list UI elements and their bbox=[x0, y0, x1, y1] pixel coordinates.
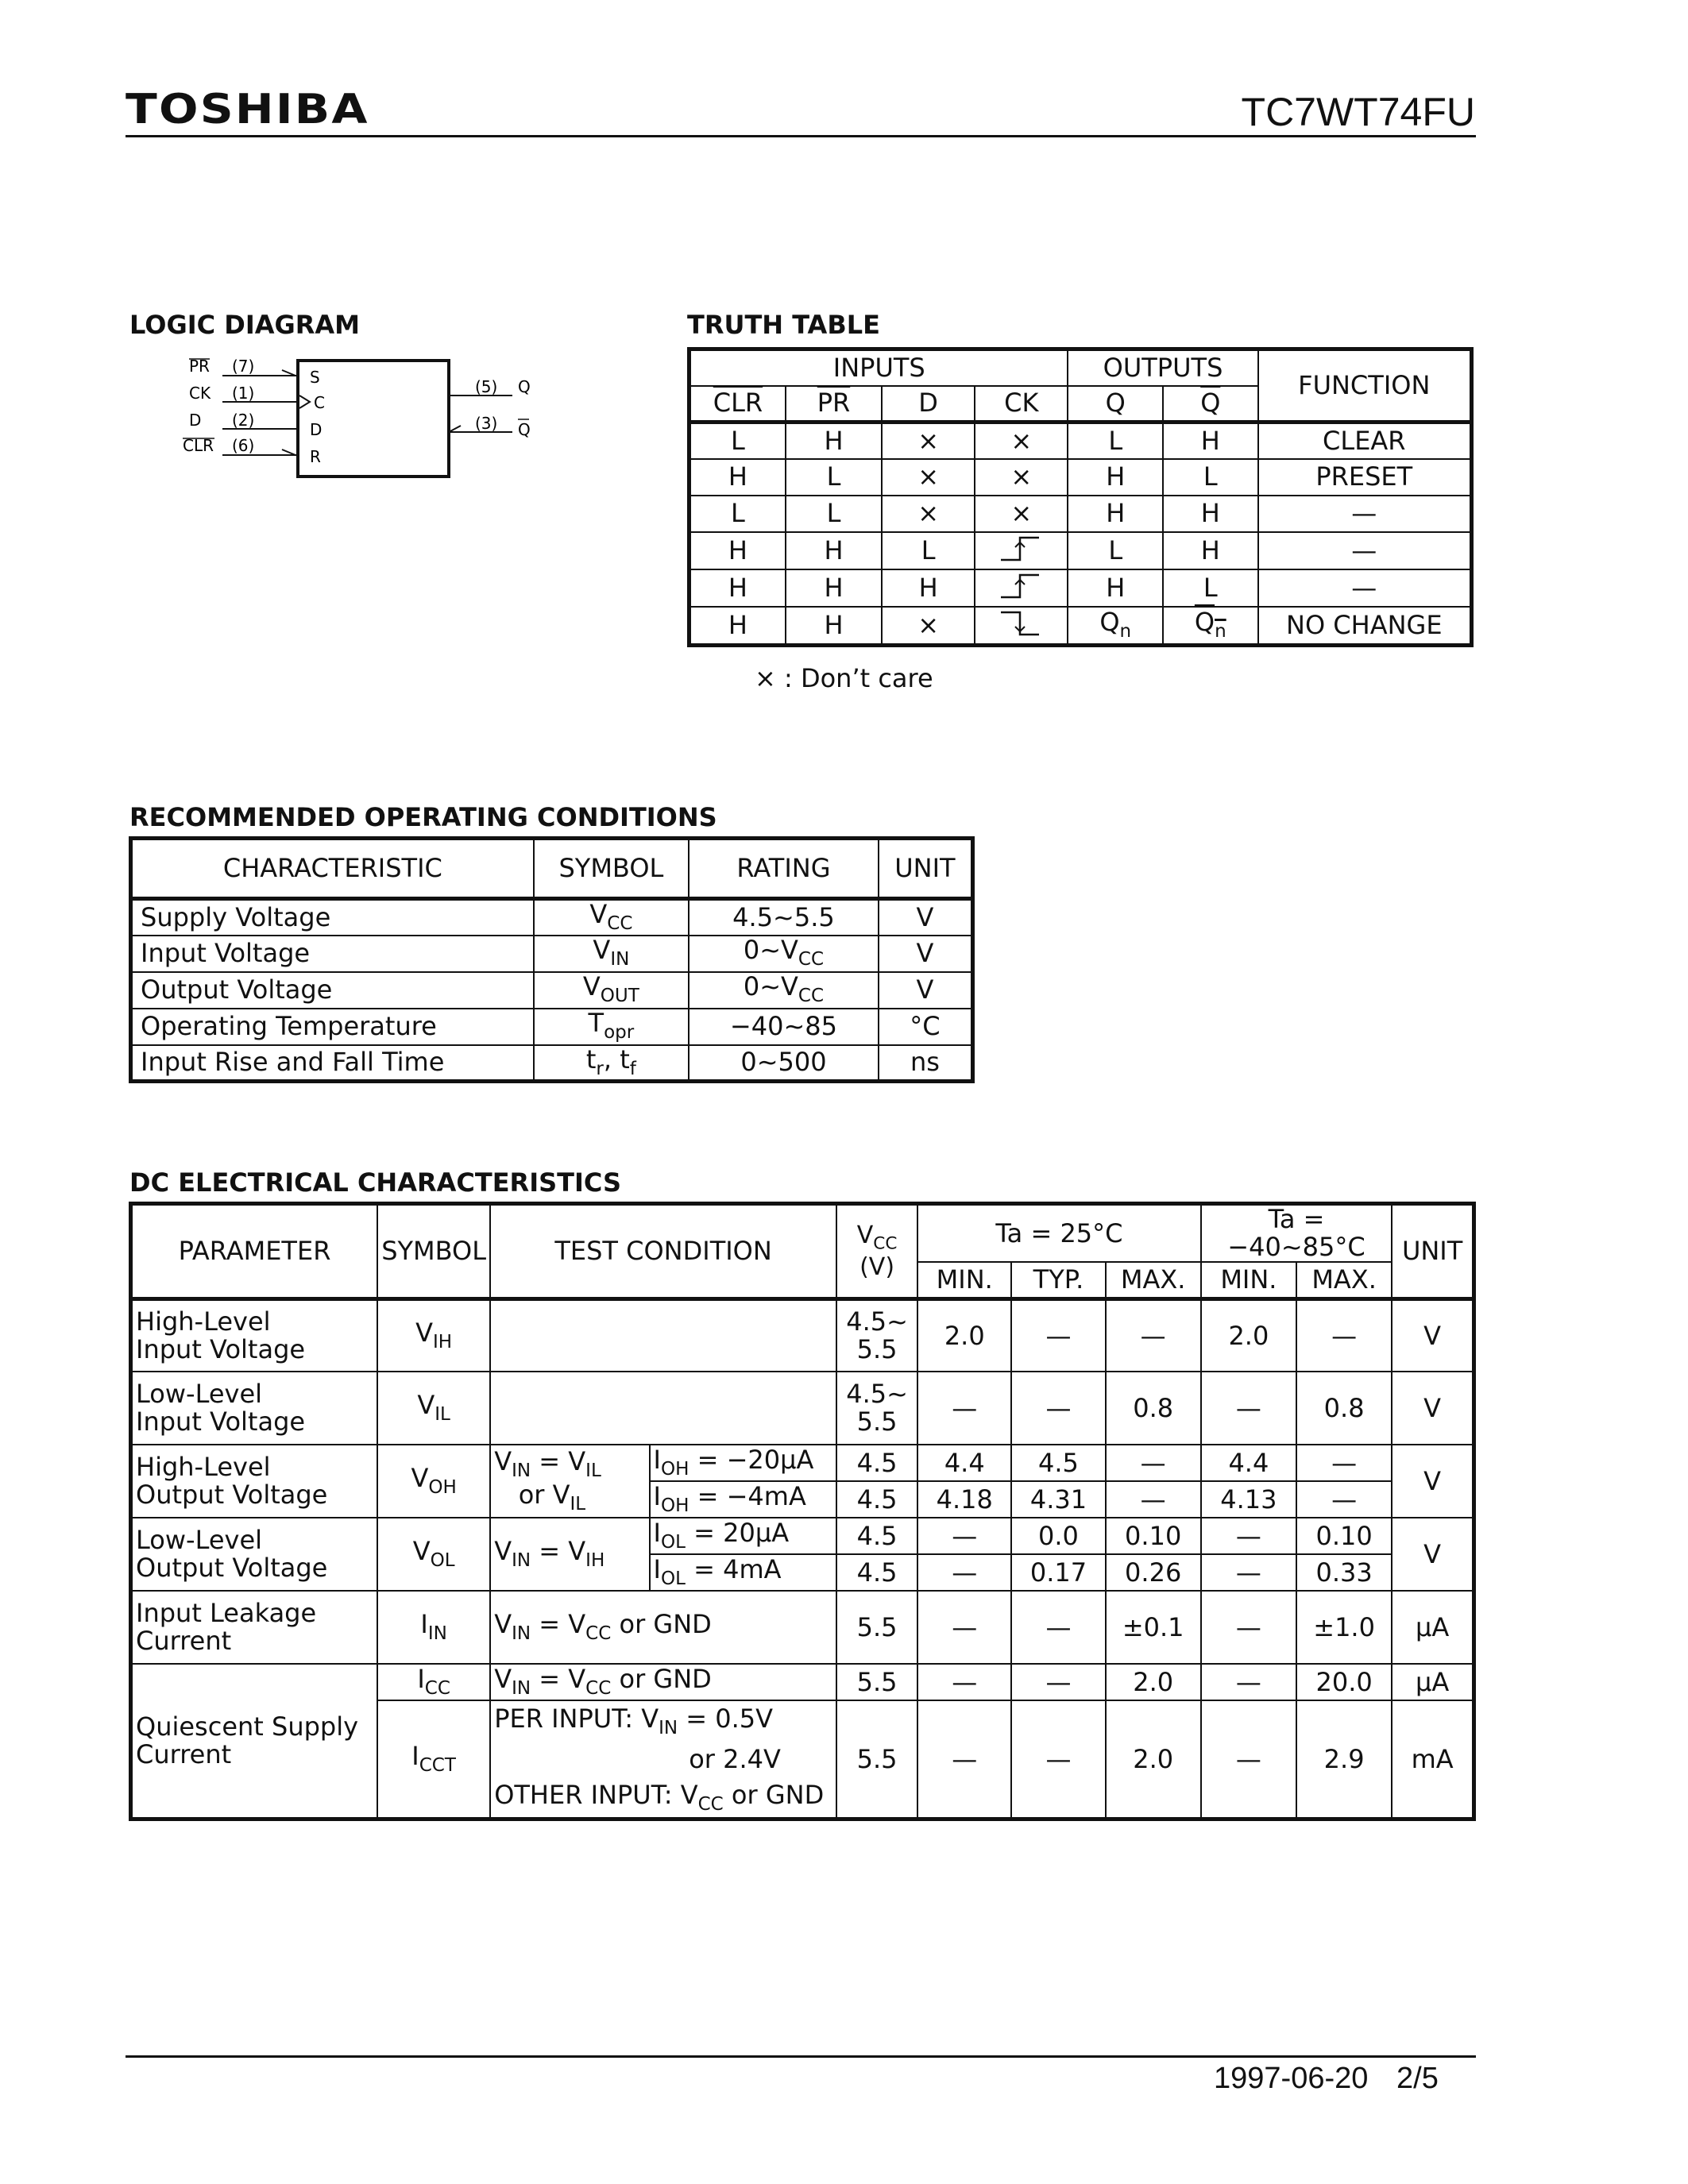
dc-icct-typ: — bbox=[1011, 1700, 1105, 1819]
dc-title: DC ELECTRICAL CHARACTERISTICS bbox=[129, 1167, 621, 1198]
roc-rating bbox=[689, 1009, 879, 1045]
port-d: D bbox=[310, 420, 323, 439]
dc-vih-param-1: High-Level bbox=[136, 1306, 271, 1337]
roc-rating-value: 0~V bbox=[743, 971, 798, 1002]
tt-row-function: PRESET bbox=[1258, 459, 1472, 496]
part-number: TC7WT74FU bbox=[1241, 90, 1475, 134]
dc-icc-typ: — bbox=[1011, 1664, 1105, 1700]
roc-h-rating: RATING bbox=[689, 839, 879, 899]
dc-voh-cond-b: or V bbox=[518, 1480, 570, 1511]
tt-row-d: × bbox=[882, 423, 975, 459]
dc-h-vcc-sub: CC bbox=[873, 1233, 898, 1254]
dc-voh-unit: V bbox=[1392, 1445, 1474, 1518]
dc-icc-unit: μA bbox=[1392, 1664, 1474, 1700]
tt-col-q: Q bbox=[1068, 386, 1163, 423]
dc-icc-sym: I bbox=[417, 1664, 425, 1695]
roc-h-characteristic: CHARACTERISTIC bbox=[131, 839, 534, 899]
port-s: S bbox=[310, 368, 320, 387]
tt-row-qbar bbox=[1163, 607, 1258, 646]
tt-row-pr: H bbox=[786, 569, 882, 607]
dc-vih-min: 2.0 bbox=[917, 1298, 1011, 1372]
dc-vih-max2: — bbox=[1296, 1298, 1392, 1372]
dc-vol-r2-typ: 0.17 bbox=[1011, 1554, 1105, 1591]
dc-iin-sub: IN bbox=[427, 1623, 447, 1645]
dc-vol-param bbox=[131, 1518, 378, 1591]
dc-vil-param bbox=[131, 1372, 378, 1445]
tt-col-pr: $\overline{PR}$ bbox=[786, 386, 882, 423]
tt-row-d: × bbox=[882, 496, 975, 532]
tt-row-clr: L bbox=[689, 423, 786, 459]
roc-characteristic: Input Voltage bbox=[131, 936, 534, 972]
tt-row-pr: L bbox=[786, 496, 882, 532]
dc-vih-min2: 2.0 bbox=[1201, 1298, 1296, 1372]
dc-vih-vcc bbox=[836, 1298, 917, 1372]
roc-sym: V bbox=[582, 971, 601, 1002]
dc-vih-unit: V bbox=[1392, 1298, 1474, 1372]
dc-vol-r2-max: 0.26 bbox=[1106, 1554, 1201, 1591]
dc-icc-sub: CC bbox=[424, 1678, 450, 1700]
dc-voh-r2-ic-i: I bbox=[653, 1481, 661, 1512]
dc-vil-cond bbox=[490, 1372, 836, 1445]
roc-sym: T bbox=[588, 1008, 605, 1039]
tt-row-q: L bbox=[1068, 423, 1163, 459]
dc-iin-cond-sub: IN bbox=[512, 1623, 531, 1645]
tt-row-clr: H bbox=[689, 607, 786, 646]
dc-vol-r1-typ: 0.0 bbox=[1011, 1518, 1105, 1554]
dc-voh-r2-typ: 4.31 bbox=[1011, 1481, 1105, 1518]
dc-vol-param-1: Low-Level bbox=[136, 1525, 263, 1556]
dc-voh-r2-ic bbox=[650, 1481, 836, 1518]
logic-diagram bbox=[175, 349, 556, 484]
dc-voh-param-1: High-Level bbox=[136, 1452, 271, 1483]
dc-icct-l3: OTHER INPUT: V bbox=[494, 1779, 698, 1810]
dc-voh-r1-typ: 4.5 bbox=[1011, 1445, 1105, 1481]
dc-icct-sub: CCT bbox=[419, 1754, 456, 1776]
dc-vol-r1-max2: 0.10 bbox=[1296, 1518, 1392, 1554]
dc-icct-l1-sub: IN bbox=[659, 1718, 678, 1739]
dc-h-tarange: Ta = −40~85°C bbox=[1201, 1204, 1392, 1263]
dc-icct-l1: PER INPUT: V bbox=[494, 1704, 659, 1734]
tt-row-ck: × bbox=[975, 423, 1068, 459]
dc-icc-max: 2.0 bbox=[1106, 1664, 1201, 1700]
roc-characteristic: Input Rise and Fall Time bbox=[131, 1045, 534, 1082]
dc-icct-symbol bbox=[377, 1700, 490, 1819]
dc-vol-r1-ic bbox=[650, 1518, 836, 1554]
dc-voh-r1-ic-i: I bbox=[653, 1445, 661, 1476]
dc-icc-cond3: or GND bbox=[611, 1664, 712, 1695]
dc-voh-r2-max2: — bbox=[1296, 1481, 1392, 1518]
tt-col-qbar: $\overline{Q}$ bbox=[1163, 386, 1258, 423]
roc-unit: ns bbox=[879, 1045, 973, 1082]
input-label-clr: CLR bbox=[183, 436, 214, 455]
input-label-ck: CK bbox=[189, 384, 211, 403]
port-c: C bbox=[314, 393, 325, 412]
tt-row-pr: H bbox=[786, 532, 882, 569]
dc-vol-sub: OL bbox=[430, 1550, 455, 1572]
dc-vol-symbol bbox=[377, 1518, 490, 1591]
dc-vih-sym: V bbox=[415, 1317, 433, 1348]
tt-row-qbar: H bbox=[1163, 532, 1258, 569]
dc-icc-min: — bbox=[917, 1664, 1011, 1700]
dc-voh-r1-ic-sub: OH bbox=[660, 1459, 689, 1480]
tt-group-inputs: INPUTS bbox=[689, 349, 1068, 386]
dc-icc-cond2: = V bbox=[531, 1664, 586, 1695]
dc-voh-symbol bbox=[377, 1445, 490, 1518]
dc-voh-r1-min: 4.4 bbox=[917, 1445, 1011, 1481]
dc-vil-param-1: Low-Level bbox=[136, 1379, 263, 1410]
footer-page: 2/5 bbox=[1396, 2062, 1439, 2095]
falling-edge-icon bbox=[998, 608, 1045, 638]
tt-col-d: D bbox=[882, 386, 975, 423]
dc-icct-min2: — bbox=[1201, 1700, 1296, 1819]
truth-table-title: TRUTH TABLE bbox=[687, 310, 880, 340]
roc-h-unit: UNIT bbox=[879, 839, 973, 899]
roc-characteristic: Output Voltage bbox=[131, 972, 534, 1009]
dc-h-max: MAX. bbox=[1106, 1262, 1201, 1298]
dc-vih-symbol bbox=[377, 1298, 490, 1372]
dc-vil-vcc1: 4.5~ bbox=[846, 1379, 908, 1410]
tt-row-pr: H bbox=[786, 607, 882, 646]
dc-icc-param bbox=[131, 1664, 378, 1819]
dc-icct-l1b: = 0.5V bbox=[678, 1704, 774, 1734]
roc-rating-sub: CC bbox=[798, 949, 825, 970]
roc-sym-sub: OUT bbox=[600, 986, 639, 1007]
dc-icc-min2: — bbox=[1201, 1664, 1296, 1700]
input-pin-clr: (6) bbox=[232, 436, 255, 455]
dc-iin-cond-v: V bbox=[494, 1609, 512, 1640]
dc-vol-r1-ic-val: = 20μA bbox=[685, 1518, 790, 1549]
dc-icc-param-1: Quiescent Supply bbox=[136, 1711, 359, 1742]
output-pin-qbar: (3) bbox=[475, 414, 498, 433]
output-pin-q: (5) bbox=[475, 377, 498, 396]
roc-rating bbox=[689, 972, 879, 1009]
tt-row-q: H bbox=[1068, 459, 1163, 496]
dc-vol-r2-ic bbox=[650, 1554, 836, 1591]
dc-voh-cond-a: V bbox=[494, 1445, 512, 1476]
dc-vol-r2-min2: — bbox=[1201, 1554, 1296, 1591]
truth-table bbox=[687, 347, 1474, 647]
dc-voh-cond-a-sub: IN bbox=[512, 1461, 531, 1482]
roc-sym: V bbox=[593, 935, 611, 966]
tt-row-ck: × bbox=[975, 459, 1068, 496]
roc-sym2-sub: f bbox=[629, 1058, 636, 1079]
dc-voh-cond-a2: = V bbox=[531, 1445, 586, 1476]
dc-vol-cond2: = V bbox=[531, 1536, 586, 1567]
dc-h-unit: UNIT bbox=[1392, 1204, 1474, 1299]
dc-h-parameter: PARAMETER bbox=[131, 1204, 378, 1299]
roc-rating-value: 4.5~5.5 bbox=[732, 901, 835, 932]
dc-vol-r1-min: — bbox=[917, 1518, 1011, 1554]
dc-vol-r2-min: — bbox=[917, 1554, 1011, 1591]
roc-rating-value: 0~500 bbox=[740, 1047, 827, 1078]
roc-unit: °C bbox=[879, 1009, 973, 1045]
dc-iin-min: — bbox=[917, 1591, 1011, 1664]
dc-vih-typ: — bbox=[1011, 1298, 1105, 1372]
dc-iin-vcc: 5.5 bbox=[836, 1591, 917, 1664]
roc-unit: V bbox=[879, 936, 973, 972]
input-label-pr: PR bbox=[189, 357, 210, 376]
dc-voh-r2-ic-sub: OH bbox=[660, 1495, 689, 1517]
dc-iin-unit: μA bbox=[1392, 1591, 1474, 1664]
roc-h-symbol: SYMBOL bbox=[534, 839, 689, 899]
dc-voh-r1-max2: — bbox=[1296, 1445, 1392, 1481]
dc-voh-r2-max: — bbox=[1106, 1481, 1201, 1518]
tt-row-clr: H bbox=[689, 569, 786, 607]
tt-row-clr: H bbox=[689, 459, 786, 496]
roc-symbol bbox=[534, 899, 689, 936]
tt-col-ck: CK bbox=[975, 386, 1068, 423]
roc-sym-sub: IN bbox=[610, 949, 630, 970]
dc-icct-max2: 2.9 bbox=[1296, 1700, 1392, 1819]
dc-vil-sym: V bbox=[417, 1390, 435, 1421]
dc-vil-symbol bbox=[377, 1372, 490, 1445]
truth-table-note: × : Don’t care bbox=[755, 663, 933, 693]
dc-vol-param-2: Output Voltage bbox=[136, 1553, 328, 1584]
tt-col-clr: $\overline{CLR}$ bbox=[689, 386, 786, 423]
dc-voh-sub: OH bbox=[428, 1477, 457, 1499]
dc-iin-cond2: = V bbox=[531, 1609, 586, 1640]
dc-iin-cond3: or GND bbox=[611, 1609, 712, 1640]
roc-unit: V bbox=[879, 899, 973, 936]
dc-voh-r2-vcc: 4.5 bbox=[836, 1481, 917, 1518]
dc-icct-vcc: 5.5 bbox=[836, 1700, 917, 1819]
dc-h-vcc-unit: (V) bbox=[859, 1252, 895, 1281]
dc-voh-sym: V bbox=[411, 1463, 429, 1494]
dc-vil-typ: — bbox=[1011, 1372, 1105, 1445]
tt-row-d: × bbox=[882, 459, 975, 496]
dc-h-vcc bbox=[836, 1204, 917, 1299]
tt-row-function: — bbox=[1258, 496, 1472, 532]
roc-sym-sub: opr bbox=[604, 1022, 635, 1044]
dc-vil-vcc2: 5.5 bbox=[856, 1406, 898, 1437]
tt-row-d: × bbox=[882, 607, 975, 646]
tt-function-header: FUNCTION bbox=[1258, 349, 1472, 423]
dc-icct-l2: or 2.4V bbox=[689, 1743, 781, 1774]
dc-voh-r1-ic-val: = −20μA bbox=[689, 1445, 814, 1476]
tt-row-ck bbox=[975, 607, 1068, 646]
dc-vil-max: 0.8 bbox=[1106, 1372, 1201, 1445]
dc-icc-symbol bbox=[377, 1664, 490, 1700]
tt-row-clr: L bbox=[689, 496, 786, 532]
logic-diagram-title: LOGIC DIAGRAM bbox=[129, 310, 360, 340]
tt-row-function: NO CHANGE bbox=[1258, 607, 1472, 646]
dc-h-max2: MAX. bbox=[1296, 1262, 1392, 1298]
toshiba-logo: TOSHIBA bbox=[126, 86, 369, 133]
roc-sym-sub: CC bbox=[607, 913, 633, 935]
roc-unit: V bbox=[879, 972, 973, 1009]
header-rule bbox=[126, 135, 1476, 137]
rising-edge-icon bbox=[998, 570, 1045, 600]
roc-table bbox=[129, 836, 975, 1083]
dc-icct-unit: mA bbox=[1392, 1700, 1474, 1819]
roc-characteristic: Supply Voltage bbox=[131, 899, 534, 936]
dc-vol-r2-ic-i: I bbox=[653, 1554, 661, 1585]
dc-vol-r2-ic-val: = 4mA bbox=[685, 1554, 782, 1585]
dc-iin-param bbox=[131, 1591, 378, 1664]
dc-iin-symbol bbox=[377, 1591, 490, 1664]
dc-iin-cond2-sub: CC bbox=[585, 1623, 612, 1645]
input-label-d: D bbox=[189, 411, 202, 430]
dc-icc-param-2: Current bbox=[136, 1739, 232, 1770]
dc-iin-param-2: Current bbox=[136, 1626, 232, 1657]
tt-row-function: — bbox=[1258, 569, 1472, 607]
dc-vih-sub: IH bbox=[433, 1331, 453, 1352]
dc-iin-cond bbox=[490, 1591, 836, 1664]
roc-sym2: , t bbox=[603, 1044, 630, 1075]
tt-row-d: L bbox=[882, 532, 975, 569]
dc-vol-r1-ic-i: I bbox=[653, 1518, 661, 1549]
roc-rating-value: −40~85 bbox=[729, 1010, 837, 1041]
dc-voh-r1-ic bbox=[650, 1445, 836, 1481]
dc-voh-cond-b-sub: IL bbox=[570, 1494, 586, 1515]
dc-icc-cond-sub: IN bbox=[512, 1678, 531, 1700]
dc-vol-cond-v: V bbox=[494, 1536, 512, 1567]
dc-vol-r2-vcc: 4.5 bbox=[836, 1554, 917, 1591]
dc-icct-sym: I bbox=[411, 1740, 419, 1771]
port-r: R bbox=[310, 447, 321, 466]
dc-icct-l3b: or GND bbox=[723, 1779, 825, 1810]
tt-row-ck bbox=[975, 569, 1068, 607]
dc-vol-cond-sub: IN bbox=[512, 1550, 531, 1572]
roc-rating bbox=[689, 899, 879, 936]
output-label-q: Q bbox=[518, 377, 531, 396]
roc-sym: V bbox=[589, 899, 608, 930]
tt-row-q: L bbox=[1068, 532, 1163, 569]
dc-h-min2: MIN. bbox=[1201, 1262, 1296, 1298]
dc-voh-r1-vcc: 4.5 bbox=[836, 1445, 917, 1481]
dc-iin-max: ±0.1 bbox=[1106, 1591, 1201, 1664]
tt-qn-value: $Q_n$ bbox=[1099, 607, 1132, 642]
dc-vol-sym: V bbox=[412, 1536, 431, 1567]
dc-iin-min2: — bbox=[1201, 1591, 1296, 1664]
dc-vih-param-2: Input Voltage bbox=[136, 1334, 306, 1365]
dc-vil-unit: V bbox=[1392, 1372, 1474, 1445]
roc-symbol bbox=[534, 936, 689, 972]
dc-voh-r1-max: — bbox=[1106, 1445, 1201, 1481]
input-pin-d: (2) bbox=[232, 411, 255, 430]
dc-voh-cond-a2-sub: IL bbox=[585, 1461, 601, 1482]
dc-vol-r1-vcc: 4.5 bbox=[836, 1518, 917, 1554]
tt-row-function: CLEAR bbox=[1258, 423, 1472, 459]
dc-voh-r2-min2: 4.13 bbox=[1201, 1481, 1296, 1518]
dc-icc-cond bbox=[490, 1664, 836, 1700]
roc-rating-sub: CC bbox=[798, 986, 825, 1007]
dc-vol-r1-max: 0.10 bbox=[1106, 1518, 1201, 1554]
dc-icc-cond2-sub: CC bbox=[585, 1678, 612, 1700]
dc-voh-r2-ic-val: = −4mA bbox=[689, 1481, 806, 1512]
dc-icct-max: 2.0 bbox=[1106, 1700, 1201, 1819]
dc-icct-cond bbox=[490, 1700, 836, 1819]
roc-symbol bbox=[534, 1009, 689, 1045]
tt-row-q bbox=[1068, 607, 1163, 646]
footer-date: 1997-06-20 bbox=[1214, 2062, 1369, 2095]
tt-row-pr: L bbox=[786, 459, 882, 496]
roc-sym-sub: r bbox=[596, 1058, 604, 1079]
tt-row-qbar: H bbox=[1163, 496, 1258, 532]
dc-vil-param-2: Input Voltage bbox=[136, 1406, 306, 1437]
dc-vol-unit: V bbox=[1392, 1518, 1474, 1591]
roc-rating bbox=[689, 936, 879, 972]
roc-title: RECOMMENDED OPERATING CONDITIONS bbox=[129, 802, 717, 832]
tt-group-outputs: OUTPUTS bbox=[1068, 349, 1257, 386]
dc-iin-typ: — bbox=[1011, 1591, 1105, 1664]
dc-vil-max2: 0.8 bbox=[1296, 1372, 1392, 1445]
tt-row-pr: H bbox=[786, 423, 882, 459]
rising-edge-icon bbox=[998, 533, 1045, 563]
tt-row-qbar: L bbox=[1163, 459, 1258, 496]
dc-voh-r1-min2: 4.4 bbox=[1201, 1445, 1296, 1481]
dc-h-ta25: Ta = 25°C bbox=[917, 1204, 1201, 1263]
dc-voh-cond bbox=[490, 1445, 649, 1518]
dc-h-symbol: SYMBOL bbox=[377, 1204, 490, 1299]
input-pin-pr: (7) bbox=[232, 357, 255, 376]
output-label-qbar: Q bbox=[518, 420, 531, 439]
dc-icc-max2: 20.0 bbox=[1296, 1664, 1392, 1700]
dc-vil-vcc bbox=[836, 1372, 917, 1445]
dc-iin-sym: I bbox=[420, 1609, 428, 1640]
dc-vil-sub: IL bbox=[435, 1404, 450, 1426]
dc-vih-cond bbox=[490, 1298, 836, 1372]
dc-vol-r1-min2: — bbox=[1201, 1518, 1296, 1554]
tt-qn-value: $Q_n$ bbox=[1194, 607, 1226, 642]
dc-h-test-condition: TEST CONDITION bbox=[490, 1204, 836, 1299]
dc-vol-r2-ic-sub: OL bbox=[660, 1569, 686, 1590]
dc-vol-r1-ic-sub: OL bbox=[660, 1532, 686, 1553]
dc-vol-cond2-sub: IH bbox=[585, 1550, 605, 1572]
dc-h-typ: TYP. bbox=[1011, 1262, 1105, 1298]
tt-row-ck: × bbox=[975, 496, 1068, 532]
dc-table bbox=[129, 1202, 1476, 1821]
roc-rating-value: 0~V bbox=[743, 935, 798, 966]
roc-symbol bbox=[534, 972, 689, 1009]
dc-iin-param-1: Input Leakage bbox=[136, 1598, 317, 1629]
dc-icct-min: — bbox=[917, 1700, 1011, 1819]
tt-row-ck bbox=[975, 532, 1068, 569]
input-pin-ck: (1) bbox=[232, 384, 255, 403]
tt-row-clr: H bbox=[689, 532, 786, 569]
dc-vol-r2-max2: 0.33 bbox=[1296, 1554, 1392, 1591]
dc-vih-param bbox=[131, 1298, 378, 1372]
dc-iin-max2: ±1.0 bbox=[1296, 1591, 1392, 1664]
dc-vil-min: — bbox=[917, 1372, 1011, 1445]
dc-h-min: MIN. bbox=[917, 1262, 1011, 1298]
dc-vih-vcc2: 5.5 bbox=[856, 1334, 898, 1365]
tt-row-qbar: L bbox=[1163, 569, 1258, 607]
dc-vih-vcc1: 4.5~ bbox=[846, 1306, 908, 1337]
roc-sym: t bbox=[585, 1044, 597, 1075]
dc-icc-vcc: 5.5 bbox=[836, 1664, 917, 1700]
tt-row-q: H bbox=[1068, 496, 1163, 532]
dc-voh-param-2: Output Voltage bbox=[136, 1480, 328, 1511]
dc-icc-cond-v: V bbox=[494, 1664, 512, 1695]
tt-row-qbar: H bbox=[1163, 423, 1258, 459]
dc-vol-cond bbox=[490, 1518, 649, 1591]
dc-h-vcc-v: V bbox=[856, 1221, 874, 1250]
roc-rating bbox=[689, 1045, 879, 1082]
dc-voh-param bbox=[131, 1445, 378, 1518]
roc-characteristic: Operating Temperature bbox=[131, 1009, 534, 1045]
dc-icct-l3-sub: CC bbox=[697, 1793, 724, 1815]
dc-vil-min2: — bbox=[1201, 1372, 1296, 1445]
dc-vih-max: — bbox=[1106, 1298, 1201, 1372]
footer-rule bbox=[126, 2055, 1476, 2058]
tt-row-function: — bbox=[1258, 532, 1472, 569]
tt-row-d: H bbox=[882, 569, 975, 607]
dc-voh-r2-min: 4.18 bbox=[917, 1481, 1011, 1518]
tt-row-q: H bbox=[1068, 569, 1163, 607]
roc-symbol bbox=[534, 1045, 689, 1082]
